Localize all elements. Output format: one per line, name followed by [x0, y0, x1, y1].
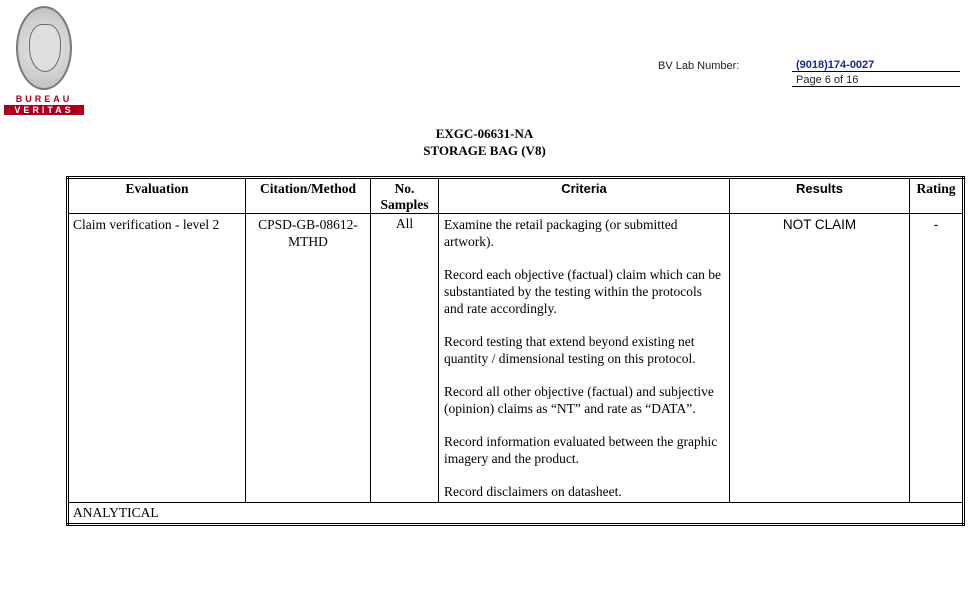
page-indicator: Page 6 of 16 — [792, 74, 960, 87]
logo-word-veritas: VERITAS — [4, 105, 84, 115]
header-rating: Rating — [910, 178, 964, 214]
cell-results: NOT CLAIM — [730, 214, 910, 503]
criteria-item: Record information evaluated between the graphic imagery and the product. — [444, 434, 718, 466]
header-samples: No. Samples — [371, 178, 439, 214]
document-title: EXGC-06631-NA — [435, 126, 534, 141]
section-row — [68, 503, 964, 525]
header-results: Results — [730, 178, 910, 214]
criteria-item: Record disclaimers on datasheet. — [444, 484, 622, 499]
header-evaluation: Evaluation — [68, 178, 246, 214]
criteria-item: Examine the retail packaging (or submitted artwork). — [444, 217, 678, 249]
criteria-item: Record all other objective (factual) and subjective (opinion) claims as “NT” and rate as “DATA”. — [444, 384, 714, 416]
criteria-item: Record each objective (factual) claim which can be substantiated by the testing within the protocols and rate accordingly. — [444, 267, 721, 316]
bureau-veritas-logo — [4, 6, 84, 118]
logo-word-bureau: BUREAU — [4, 94, 84, 104]
lab-number-value: (9018)174-0027 — [792, 59, 960, 72]
cell-samples: All — [371, 214, 439, 503]
table-row — [68, 214, 964, 503]
lab-number-label: BV Lab Number: — [658, 60, 740, 72]
cell-rating: - — [910, 214, 964, 503]
section-label-analytical: ANALYTICAL — [68, 503, 964, 525]
criteria-item: Record testing that extend beyond existing net quantity / dimensional testing on this protocol. — [444, 334, 696, 366]
header-citation: Citation/Method — [246, 178, 371, 214]
table-header-row — [68, 178, 964, 214]
evaluation-table — [66, 176, 965, 526]
seal-icon — [16, 6, 72, 90]
cell-citation: CPSD-GB-08612-MTHD — [246, 214, 371, 503]
cell-evaluation: Claim verification - level 2 — [68, 214, 246, 503]
document-subtitle: STORAGE BAG (V8) — [423, 143, 546, 158]
header-criteria: Criteria — [439, 178, 730, 214]
cell-criteria — [439, 214, 730, 503]
